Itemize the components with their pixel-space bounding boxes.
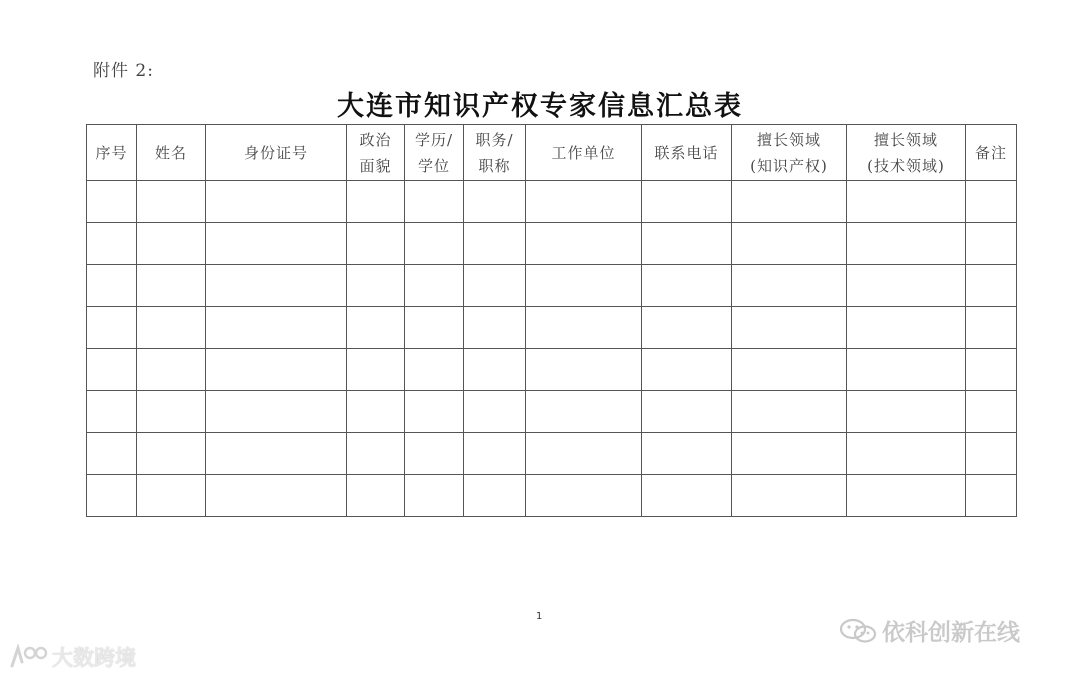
table-cell[interactable] — [87, 307, 137, 349]
table-cell[interactable] — [847, 265, 966, 307]
header-cell — [87, 125, 137, 181]
table-cell[interactable] — [847, 349, 966, 391]
watermark-right — [838, 614, 1020, 647]
table-cell[interactable] — [966, 391, 1017, 433]
table-cell[interactable] — [642, 181, 732, 223]
table-cell[interactable] — [405, 433, 464, 475]
table-cell[interactable] — [137, 223, 206, 265]
table-cell[interactable] — [526, 349, 642, 391]
table-cell[interactable] — [526, 475, 642, 517]
table-cell[interactable] — [347, 223, 405, 265]
watermark-left-text: 大数跨境 — [52, 646, 136, 670]
table-cell[interactable] — [405, 181, 464, 223]
table-cell[interactable] — [732, 265, 847, 307]
table-cell[interactable] — [966, 223, 1017, 265]
table-cell[interactable] — [642, 223, 732, 265]
header-cell — [347, 125, 405, 181]
table-cell[interactable] — [87, 349, 137, 391]
expert-info-table — [86, 124, 1017, 517]
table-cell[interactable] — [137, 349, 206, 391]
table-cell[interactable] — [732, 391, 847, 433]
header-line1: 擅长领域 — [756, 130, 821, 149]
table-cell[interactable] — [137, 307, 206, 349]
header-line2: (知识产权) — [750, 156, 828, 175]
table-cell[interactable] — [87, 391, 137, 433]
table-cell[interactable] — [206, 181, 347, 223]
header-line1: 身份证号 — [243, 143, 308, 162]
table-cell[interactable] — [464, 181, 526, 223]
table-cell[interactable] — [464, 265, 526, 307]
table-row — [87, 265, 1017, 307]
table-row — [87, 433, 1017, 475]
table-cell[interactable] — [732, 307, 847, 349]
table-cell[interactable] — [137, 265, 206, 307]
table-cell[interactable] — [847, 475, 966, 517]
table-cell[interactable] — [405, 223, 464, 265]
page-number: 1 — [536, 611, 543, 622]
table-cell[interactable] — [137, 433, 206, 475]
table-cell[interactable] — [405, 475, 464, 517]
table-cell[interactable] — [347, 307, 405, 349]
header-cell — [137, 125, 206, 181]
header-cell — [847, 125, 966, 181]
table-row — [87, 181, 1017, 223]
table-cell[interactable] — [464, 223, 526, 265]
table-row — [87, 475, 1017, 517]
page-title: 大连市知识产权专家信息汇总表 — [337, 91, 743, 122]
header-line1: 学历/ — [414, 130, 454, 149]
table-row — [87, 391, 1017, 433]
table-cell[interactable] — [526, 433, 642, 475]
header-line1: 职务/ — [475, 130, 514, 149]
table-cell[interactable] — [732, 181, 847, 223]
table-cell[interactable] — [347, 265, 405, 307]
table-cell[interactable] — [966, 307, 1017, 349]
table-cell[interactable] — [642, 433, 732, 475]
table-cell[interactable] — [87, 475, 137, 517]
table-cell[interactable] — [206, 307, 347, 349]
header-line1: 备注 — [974, 143, 1007, 162]
header-line1: 政治 — [359, 130, 392, 149]
header-line2: 学位 — [417, 156, 450, 175]
table-cell[interactable] — [206, 223, 347, 265]
table-header-row — [87, 125, 1017, 181]
watermark-right-text: 依科创新在线 — [882, 620, 1020, 646]
table-cell[interactable] — [405, 307, 464, 349]
table-cell[interactable] — [966, 475, 1017, 517]
table-row — [87, 349, 1017, 391]
table-cell[interactable] — [526, 181, 642, 223]
table-cell[interactable] — [137, 475, 206, 517]
header-line1: 工作单位 — [551, 143, 616, 162]
table-cell[interactable] — [206, 391, 347, 433]
table-cell[interactable] — [847, 307, 966, 349]
table-cell[interactable] — [966, 181, 1017, 223]
table-cell[interactable] — [642, 391, 732, 433]
header-line2: 职称 — [478, 156, 511, 175]
table-row — [87, 223, 1017, 265]
wechat-icon — [838, 617, 878, 645]
table-cell[interactable] — [732, 433, 847, 475]
table-cell[interactable] — [464, 349, 526, 391]
header-cell — [966, 125, 1017, 181]
table-cell[interactable] — [206, 265, 347, 307]
table-cell[interactable] — [526, 265, 642, 307]
table-cell[interactable] — [137, 181, 206, 223]
table-cell[interactable] — [206, 433, 347, 475]
attachment-label: 附件 2: — [93, 61, 154, 81]
header-cell — [642, 125, 732, 181]
table-cell[interactable] — [966, 433, 1017, 475]
table-cell[interactable] — [966, 265, 1017, 307]
table-cell[interactable] — [847, 223, 966, 265]
table-cell[interactable] — [87, 265, 137, 307]
table-cell[interactable] — [347, 433, 405, 475]
table-cell[interactable] — [347, 181, 405, 223]
table-cell[interactable] — [464, 433, 526, 475]
table-cell[interactable] — [87, 223, 137, 265]
table-cell[interactable] — [847, 391, 966, 433]
table-cell[interactable] — [847, 433, 966, 475]
header-cell — [732, 125, 847, 181]
table-cell[interactable] — [526, 223, 642, 265]
table-cell[interactable] — [464, 307, 526, 349]
table-body — [87, 181, 1017, 517]
table-cell[interactable] — [87, 181, 137, 223]
table-cell[interactable] — [732, 223, 847, 265]
header-line2: (技术领域) — [867, 156, 945, 175]
header-line1: 姓名 — [154, 143, 187, 162]
header-cell — [464, 125, 526, 181]
table-cell[interactable] — [732, 475, 847, 517]
watermark-left — [8, 642, 136, 672]
header-cell — [405, 125, 464, 181]
table-cell[interactable] — [526, 307, 642, 349]
header-cell — [206, 125, 347, 181]
table-cell[interactable] — [966, 349, 1017, 391]
table-cell[interactable] — [642, 349, 732, 391]
table-cell[interactable] — [405, 349, 464, 391]
table-cell[interactable] — [347, 349, 405, 391]
table-cell[interactable] — [405, 265, 464, 307]
table-cell[interactable] — [642, 265, 732, 307]
brand-logo-icon — [8, 644, 48, 670]
table-cell[interactable] — [137, 391, 206, 433]
table-cell[interactable] — [347, 475, 405, 517]
table-cell[interactable] — [405, 391, 464, 433]
table-row — [87, 307, 1017, 349]
header-line2: 面貌 — [359, 156, 392, 175]
table-cell[interactable] — [732, 349, 847, 391]
table-cell[interactable] — [87, 433, 137, 475]
table-cell[interactable] — [642, 307, 732, 349]
table-cell[interactable] — [464, 391, 526, 433]
table-cell[interactable] — [206, 475, 347, 517]
header-line1: 联系电话 — [654, 143, 719, 162]
header-line1: 擅长领域 — [873, 130, 938, 149]
header-cell — [526, 125, 642, 181]
table-cell[interactable] — [347, 391, 405, 433]
table-cell[interactable] — [464, 475, 526, 517]
table-cell[interactable] — [206, 349, 347, 391]
table-cell[interactable] — [526, 391, 642, 433]
table-cell[interactable] — [847, 181, 966, 223]
table-cell[interactable] — [642, 475, 732, 517]
header-line1: 序号 — [95, 143, 128, 162]
